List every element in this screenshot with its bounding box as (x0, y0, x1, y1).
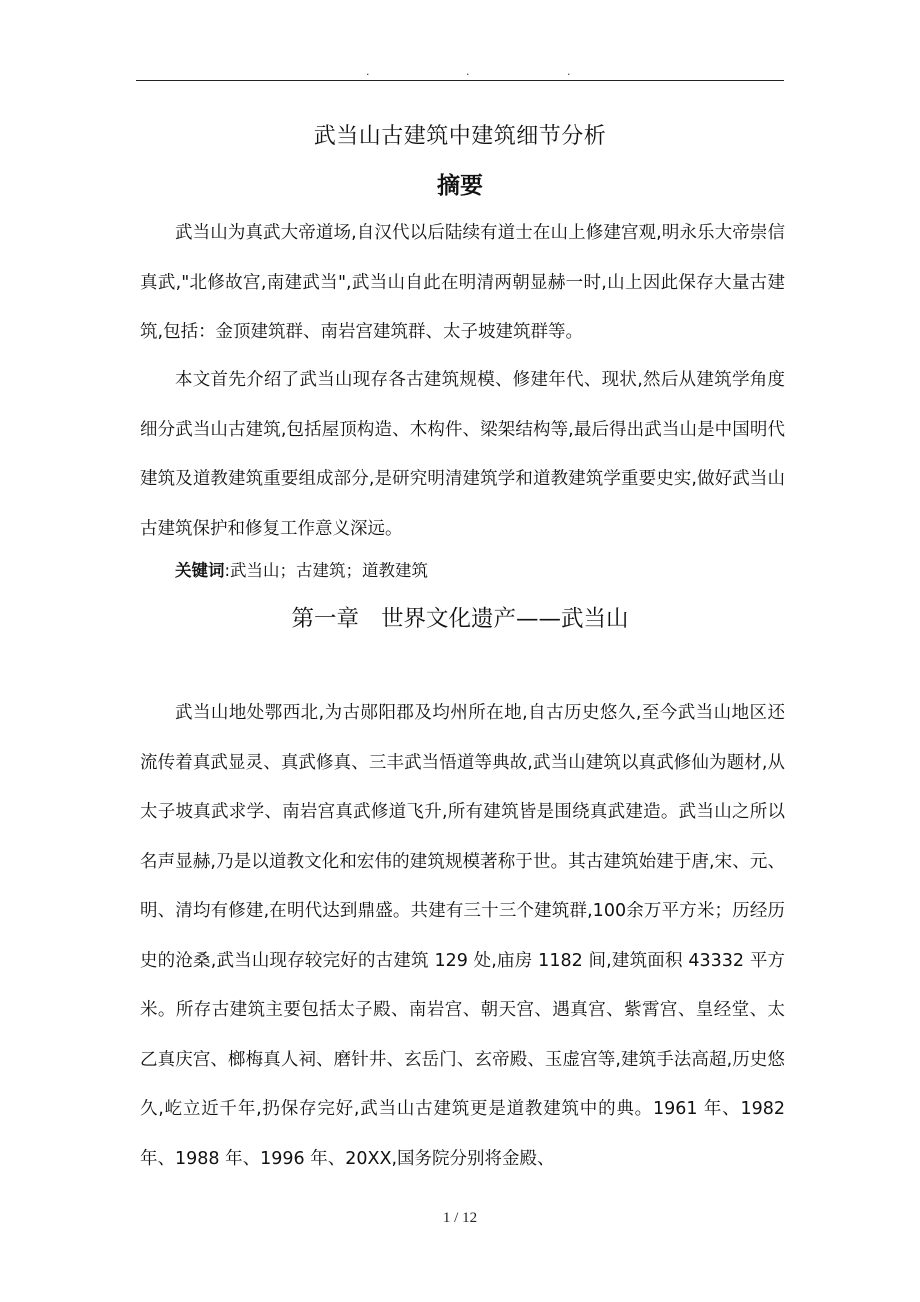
abstract-paragraph-1: 武当山为真武大帝道场,自汉代以后陆续有道士在山上修建宫观,明永乐大帝崇信真武,"北修故宫,南建武当",武当山自此在明清两朝显赫一时,山上因此保存大量古建筑,包括：金顶建筑群、南岩宫建筑群、太子坡建筑群等。 (140, 223, 785, 342)
chapter-title: 世界文化遗产——武当山 (381, 606, 629, 632)
chapter-number: 第一章 (291, 606, 359, 632)
keywords-label: 关键词 (175, 561, 225, 580)
abstract-paragraph-2: 本文首先介绍了武当山现存各古建筑规模、修建年代、现状,然后从建筑学角度细分武当山古建筑,包括屋顶构造、木构件、梁架结构等,最后得出武当山是中国明代建筑及道教建筑重要组成部分,是研究明清建筑学和道教建筑学重要史实,做好武当山古建筑保护和修复工作意义深远。 (140, 370, 785, 539)
keywords-text: :武当山；古建筑；道教建筑 (224, 561, 429, 580)
chapter-heading (0, 601, 920, 637)
header-dot: . (567, 65, 571, 78)
header-rule (136, 80, 784, 81)
keywords-line (175, 555, 428, 587)
header-dot: . (466, 65, 470, 78)
header-dot: . (366, 65, 370, 78)
abstract-heading: 摘要 (437, 173, 483, 199)
document-title: 武当山古建筑中建筑细节分析 (313, 124, 607, 149)
page-number: 1 / 12 (442, 1210, 478, 1226)
chapter-paragraph: 武当山地处鄂西北,为古郧阳郡及均州所在地,自古历史悠久,至今武当山地区还流传着真武显灵、真武修真、三丰武当悟道等典故,武当山建筑以真武修仙为题材,从太子坡真武求学、南岩宫真武修道飞升,所有建筑皆是围绕真武建造。武当山之所以名声显赫,乃是以道教文化和宏伟的建筑规模著称于世。其古建筑始建于唐,宋、元、明、清均有修建,在明代达到鼎盛。共建有三十三个建筑群,100余万平方米；历经历史的沧桑,武当山现存较完好的古建筑 129 处,庙房 1182 间,建筑面积 43332 平方米。所存古建筑主要包括太子殿、南岩宫、朝天宫、遇真宫、紫霄宫、皇经堂、太乙真庆宫、榔梅真人祠、磨针井、玄岳门、玄帝殿、玉虚宫等,建筑手法高超,历史悠久,屹立近千年,扔保存完好,武当山古建筑更是道教建筑中的典。1961 年、1982 年、1988 年、1996 年、20XX,国务院分别将金殿、 (140, 703, 785, 1169)
